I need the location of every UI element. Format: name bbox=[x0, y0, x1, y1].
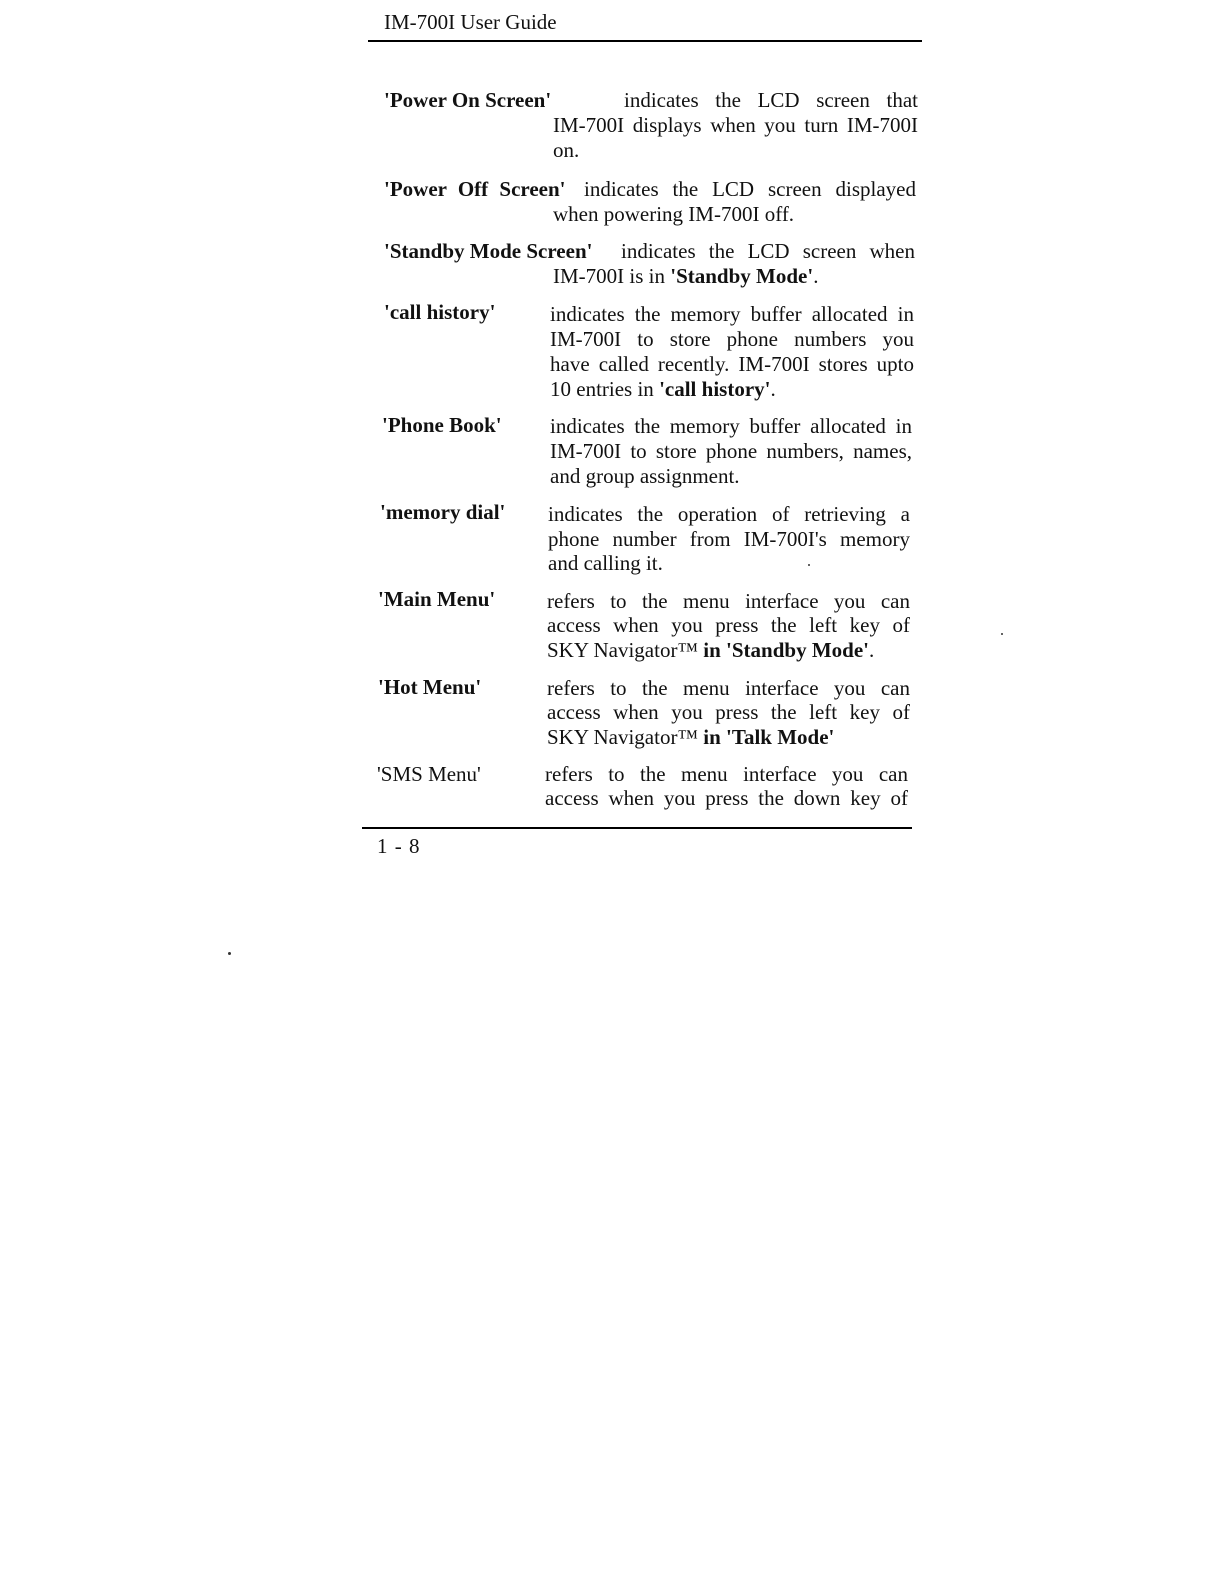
scan-speck bbox=[808, 564, 810, 566]
term: 'Power Off Screen' bbox=[384, 177, 566, 201]
header-rule bbox=[368, 40, 922, 42]
term-reference: 'Standby Mode' bbox=[670, 264, 814, 288]
definition-line: indicates the operation of retrieving a bbox=[548, 502, 910, 526]
definition-line: access when you press the left key of bbox=[547, 613, 910, 637]
definition-line bbox=[547, 638, 874, 663]
definition-line: on. bbox=[553, 138, 580, 162]
definition-text: 10 entries in bbox=[550, 377, 654, 401]
definition-text: SKY Navigator™ bbox=[547, 638, 699, 662]
punctuation: . bbox=[813, 264, 819, 288]
definition-line: phone number from IM-700I's memory bbox=[548, 527, 910, 551]
term-reference: 'call history' bbox=[659, 377, 771, 401]
definition-line: have called recently. IM-700I stores upto bbox=[550, 352, 914, 376]
page-number: 1 - 8 bbox=[377, 834, 421, 858]
footer-rule bbox=[362, 827, 912, 829]
definition-line: refers to the menu interface you can bbox=[547, 589, 910, 613]
term-reference: in 'Standby Mode' bbox=[703, 638, 869, 662]
definition-line: indicates the memory buffer allocated in bbox=[550, 302, 914, 326]
term-reference: in 'Talk Mode' bbox=[703, 725, 835, 749]
punctuation: . bbox=[869, 638, 875, 662]
definition-line: access when you press the down key of bbox=[545, 786, 908, 810]
definition-line: IM-700I to store phone numbers you bbox=[550, 327, 914, 351]
definition-line: IM-700I displays when you turn IM-700I bbox=[553, 113, 918, 137]
term: 'Hot Menu' bbox=[378, 675, 482, 699]
definition-first-line: indicates the LCD screen that bbox=[624, 88, 918, 112]
punctuation: . bbox=[770, 377, 776, 401]
definition-first-line: indicates the LCD screen when bbox=[621, 239, 915, 263]
term: 'Power On Screen' bbox=[384, 88, 552, 112]
page-header-title: IM-700I User Guide bbox=[384, 10, 557, 34]
definition-line: and group assignment. bbox=[550, 464, 740, 488]
definition-text: SKY Navigator™ bbox=[547, 725, 699, 749]
scan-speck bbox=[228, 952, 231, 955]
definition-line: when powering IM-700I off. bbox=[553, 202, 795, 226]
definition-line bbox=[550, 377, 776, 402]
term: 'SMS Menu' bbox=[377, 762, 481, 786]
definition-first-line: indicates the LCD screen displayed bbox=[584, 177, 916, 201]
definition-line bbox=[553, 264, 818, 289]
term: 'Standby Mode Screen' bbox=[384, 239, 593, 263]
definition-line: access when you press the left key of bbox=[547, 700, 910, 724]
definition-line: refers to the menu interface you can bbox=[547, 676, 910, 700]
scan-speck bbox=[1001, 633, 1003, 635]
term: 'memory dial' bbox=[380, 500, 506, 524]
definition-line: refers to the menu interface you can bbox=[545, 762, 908, 786]
definition-line: IM-700I to store phone numbers, names, bbox=[550, 439, 912, 463]
term: 'Phone Book' bbox=[382, 413, 502, 437]
definition-text: IM-700I is in bbox=[553, 264, 665, 288]
term: 'call history' bbox=[384, 300, 496, 324]
term: 'Main Menu' bbox=[378, 587, 496, 611]
definition-line: indicates the memory buffer allocated in bbox=[550, 414, 912, 438]
definition-line: and calling it. bbox=[548, 551, 663, 575]
definition-line bbox=[547, 725, 834, 750]
